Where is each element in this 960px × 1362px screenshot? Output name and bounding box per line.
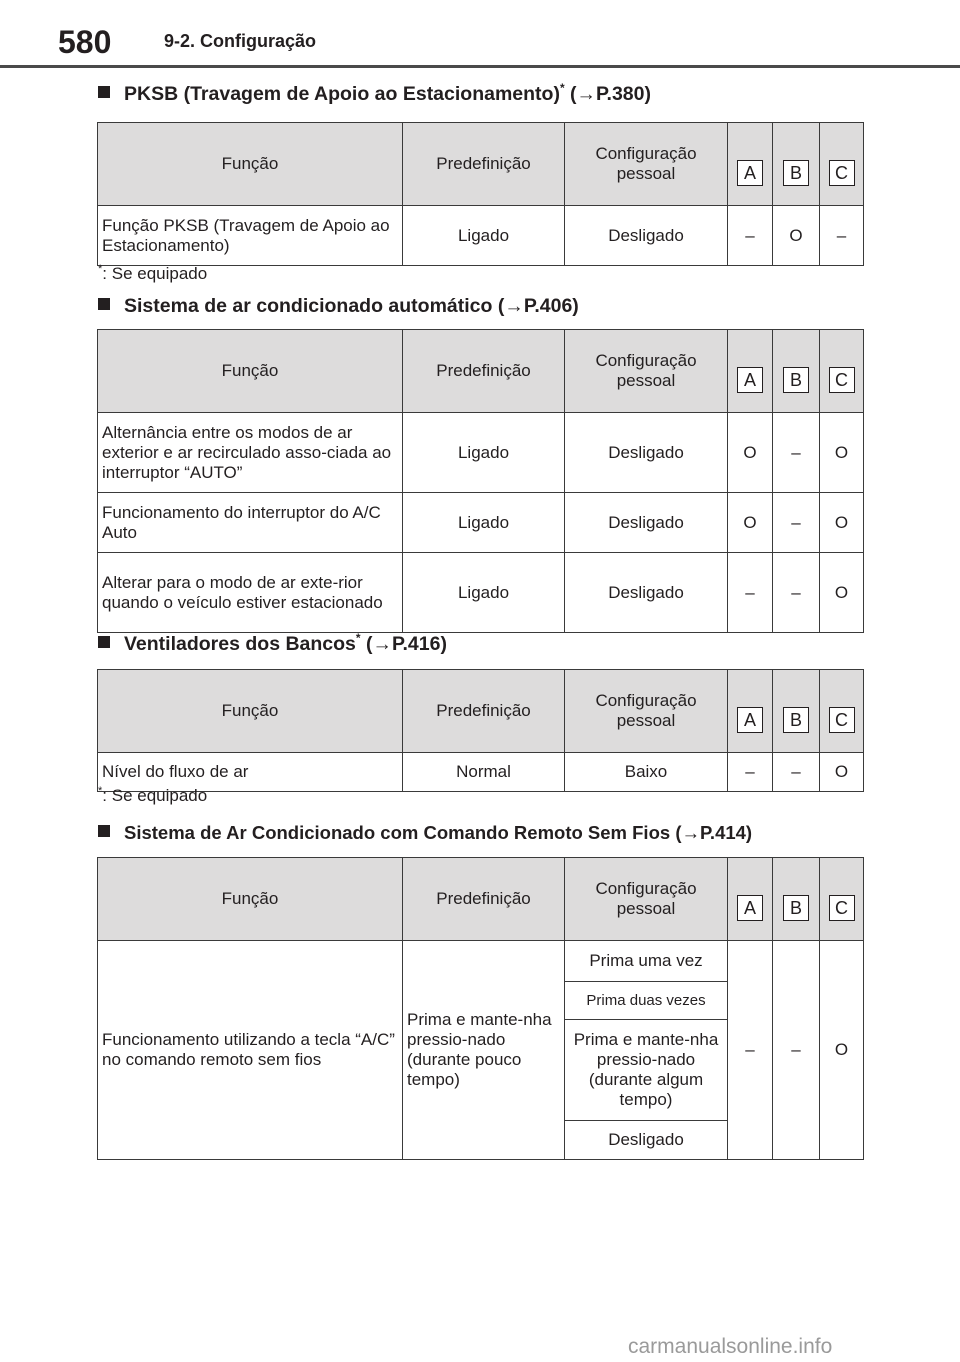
cell-option: Desligado (565, 1121, 728, 1160)
col-configuracao: Configuração pessoal (565, 330, 728, 413)
table-header-row (98, 858, 864, 941)
cell-b: – (773, 553, 820, 633)
col-configuracao: Configuração pessoal (565, 858, 728, 941)
label-a: A (737, 367, 763, 393)
cell-predefinicao: Ligado (403, 493, 565, 553)
col-configuracao: Configuração pessoal (565, 670, 728, 753)
footnote (98, 786, 207, 806)
cell-option: Prima e mante-nha pressio-nado (durante algum tempo) (565, 1020, 728, 1121)
col-b (773, 858, 820, 941)
cell-b: – (773, 413, 820, 493)
table-pksb (97, 122, 864, 266)
label-c: C (829, 707, 855, 733)
cell-c: O (820, 553, 864, 633)
cell-funcao: Nível do fluxo de ar (98, 753, 403, 792)
cell-configuracao: Desligado (565, 413, 728, 493)
col-funcao: Função (98, 330, 403, 413)
cell-b: – (773, 941, 820, 1160)
asterisk: * (355, 631, 361, 645)
label-c: C (829, 895, 855, 921)
cell-predefinicao: Ligado (403, 553, 565, 633)
bullet-square-icon (98, 636, 110, 648)
col-predefinicao: Predefinição (403, 858, 565, 941)
cell-funcao: Alterar para o modo de ar exte-rior quando o veículo estiver estacionado (98, 553, 403, 633)
col-predefinicao: Predefinição (403, 670, 565, 753)
cell-configuracao: Desligado (565, 493, 728, 553)
cell-a: O (728, 493, 773, 553)
bullet-square-icon (98, 86, 110, 98)
col-funcao: Função (98, 123, 403, 206)
cell-configuracao: Baixo (565, 753, 728, 792)
cell-configuracao: Desligado (565, 206, 728, 266)
col-predefinicao: Predefinição (403, 123, 565, 206)
cell-c: O (820, 753, 864, 792)
table-header-row (98, 670, 864, 753)
page-ref: (→P.406) (497, 295, 579, 317)
page-ref: (→P.380) (570, 83, 651, 105)
label-a: A (737, 160, 763, 186)
cell-configuracao: Desligado (565, 553, 728, 633)
table-row (98, 413, 864, 493)
label-c: C (829, 367, 855, 393)
footnote-mark: * (98, 785, 103, 797)
page-ref: (→P.414) (675, 822, 753, 843)
cell-predefinicao: Ligado (403, 206, 565, 266)
table-row (98, 206, 864, 266)
cell-c: O (820, 941, 864, 1160)
table-row (98, 553, 864, 633)
cell-funcao: Funcionamento do interruptor do A/C Auto (98, 493, 403, 553)
label-a: A (737, 895, 763, 921)
col-configuracao: Configuração pessoal (565, 123, 728, 206)
label-b: B (783, 895, 809, 921)
table-row (98, 941, 864, 982)
col-a (728, 123, 773, 206)
page-ref: (→P.416) (366, 633, 447, 655)
cell-c: O (820, 413, 864, 493)
section-title-comando-remoto (98, 821, 752, 845)
col-a (728, 330, 773, 413)
section-title-ventiladores (98, 632, 447, 656)
cell-a: – (728, 753, 773, 792)
section-title-text: Sistema de ar condicionado automático (124, 295, 493, 317)
col-a (728, 670, 773, 753)
table-header-row (98, 123, 864, 206)
label-b: B (783, 367, 809, 393)
label-b: B (783, 160, 809, 186)
label-b: B (783, 707, 809, 733)
footnote-text: : Se equipado (102, 264, 208, 283)
watermark: carmanualsonline.info (628, 1335, 833, 1358)
cell-predefinicao: Normal (403, 753, 565, 792)
cell-funcao: Funcionamento utilizando a tecla “A/C” no comando remoto sem fios (98, 941, 403, 1160)
footnote (98, 264, 207, 284)
label-c: C (829, 160, 855, 186)
col-funcao: Função (98, 858, 403, 941)
col-c (820, 123, 864, 206)
table-row (98, 753, 864, 792)
footnote-mark: * (98, 263, 103, 275)
cell-b: – (773, 753, 820, 792)
section-title-text: PKSB (Travagem de Apoio ao Estacionamento) (124, 83, 560, 105)
cell-b: O (773, 206, 820, 266)
header-rule (0, 65, 960, 68)
label-a: A (737, 707, 763, 733)
section-title-ac (98, 294, 579, 318)
footnote-text: : Se equipado (102, 786, 208, 805)
cell-funcao: Alternância entre os modos de ar exterior e ar recirculado asso-ciada ao interruptor “AUTO” (98, 413, 403, 493)
bullet-square-icon (98, 298, 110, 310)
cell-option: Prima duas vezes (565, 982, 728, 1020)
asterisk: * (559, 81, 565, 95)
cell-a: – (728, 941, 773, 1160)
cell-predefinicao: Ligado (403, 413, 565, 493)
col-predefinicao: Predefinição (403, 330, 565, 413)
cell-funcao: Função PKSB (Travagem de Apoio ao Estacionamento) (98, 206, 403, 266)
section-title-pksb (98, 82, 651, 106)
cell-a: – (728, 206, 773, 266)
section-title-text: Ventiladores dos Bancos (124, 633, 356, 655)
cell-b: – (773, 493, 820, 553)
col-b (773, 123, 820, 206)
table-ventiladores (97, 669, 864, 792)
table-row (98, 493, 864, 553)
col-b (773, 670, 820, 753)
col-c (820, 330, 864, 413)
cell-c: O (820, 493, 864, 553)
table-header-row (98, 330, 864, 413)
table-comando-remoto (97, 857, 864, 1160)
cell-a: O (728, 413, 773, 493)
col-c (820, 670, 864, 753)
col-c (820, 858, 864, 941)
cell-option: Prima uma vez (565, 941, 728, 982)
col-funcao: Função (98, 670, 403, 753)
section-header-title: 9-2. Configuração (164, 31, 317, 51)
section-title-text: Sistema de Ar Condicionado com Comando Remoto Sem Fios (124, 822, 671, 843)
cell-a: – (728, 553, 773, 633)
cell-c: – (820, 206, 864, 266)
bullet-square-icon (98, 825, 110, 837)
cell-predefinicao: Prima e mante-nha pressio-nado (durante pouco tempo) (403, 941, 565, 1160)
page-number: 580 (58, 24, 112, 60)
col-b (773, 330, 820, 413)
table-ac (97, 329, 864, 633)
col-a (728, 858, 773, 941)
